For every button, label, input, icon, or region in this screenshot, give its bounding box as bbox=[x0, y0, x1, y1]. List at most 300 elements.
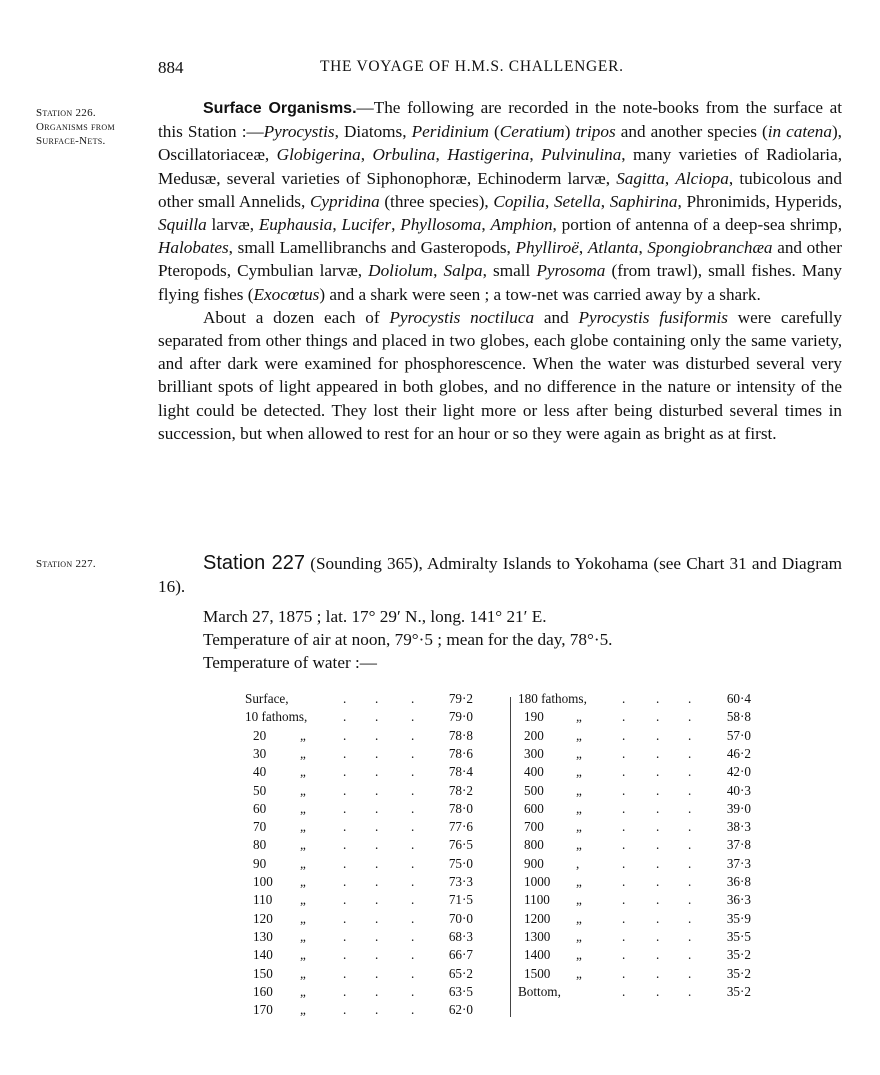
taxon-name: Phyllosoma bbox=[400, 215, 482, 235]
taxon-name: Peridinium bbox=[411, 122, 489, 142]
leader-dot: . bbox=[411, 874, 415, 889]
table-row bbox=[518, 873, 753, 891]
ditto-mark: „ bbox=[300, 892, 306, 908]
table-row bbox=[245, 763, 475, 781]
temperature-cell: 35·2 bbox=[726, 947, 751, 963]
temperature-cell: 79·2 bbox=[448, 691, 473, 706]
depth-cell: 200 bbox=[524, 727, 544, 743]
temperature-cell: 78·0 bbox=[448, 800, 473, 816]
leader-dot: . bbox=[411, 764, 415, 780]
table-row bbox=[245, 708, 475, 726]
text-run: , bbox=[391, 215, 401, 235]
depth-cell: 1400 bbox=[524, 947, 551, 963]
leader-dot: . bbox=[622, 709, 626, 725]
taxon-name: Salpa bbox=[443, 261, 483, 281]
water-temperature-label: Temperature of water :— bbox=[203, 653, 377, 673]
leader-dot: . bbox=[656, 874, 660, 889]
depth-cell: Bottom, bbox=[518, 983, 561, 999]
leader-dot: . bbox=[375, 874, 379, 889]
leader-dot: . bbox=[656, 764, 660, 780]
air-temperature-line: Temperature of air at noon, 79°·5 ; mean for the day, 78°·5. bbox=[203, 630, 613, 650]
table-row bbox=[518, 928, 753, 946]
depth-cell: 120 bbox=[253, 910, 273, 926]
depth-cell: 600 bbox=[524, 800, 544, 816]
table-row bbox=[518, 855, 753, 873]
station-heading bbox=[158, 552, 842, 598]
text-run: , many varieties of Radiolaria, Medusæ, several varieties of Siphonophoræ, Echinoderm larvæ, bbox=[158, 145, 843, 188]
temperature-cell: 42·0 bbox=[726, 764, 751, 780]
text-run: , tubicolous and other small Annelids, bbox=[158, 168, 842, 211]
ditto-mark: „ bbox=[300, 965, 306, 981]
leader-dot: . bbox=[688, 965, 692, 981]
depth-cell: 140 bbox=[253, 947, 273, 963]
text-run: , bbox=[433, 261, 444, 281]
table-row bbox=[245, 727, 475, 745]
depth-cell: 20 bbox=[253, 727, 267, 743]
leader-dot: . bbox=[375, 965, 379, 981]
depth-cell: 130 bbox=[253, 928, 273, 944]
depth-cell: 180 fathoms, bbox=[518, 691, 587, 706]
leader-dot: . bbox=[688, 892, 692, 908]
leader-dot: . bbox=[343, 965, 347, 981]
water-temp-table-left bbox=[245, 690, 475, 1030]
leader-dot: . bbox=[343, 855, 347, 871]
taxon-name: Saphirina bbox=[609, 191, 678, 211]
temperature-cell: 75·0 bbox=[448, 855, 473, 871]
table-row bbox=[245, 946, 475, 964]
leader-dot: . bbox=[375, 928, 379, 944]
temperature-cell: 78·6 bbox=[448, 745, 473, 761]
table-row bbox=[245, 855, 475, 873]
leader-dot: . bbox=[622, 782, 626, 798]
leader-dot: . bbox=[375, 947, 379, 963]
station-info bbox=[203, 605, 612, 675]
temperature-cell: 58·8 bbox=[726, 709, 751, 725]
station-title: Station 227 bbox=[203, 552, 306, 574]
leader-dot: . bbox=[375, 745, 379, 761]
taxon-name: Exocœtus bbox=[253, 284, 320, 304]
temperature-cell: 35·5 bbox=[726, 928, 751, 944]
taxon-name: Setella bbox=[553, 191, 601, 211]
text-run: were carefully separated from other things and placed in two globes, each globe containing only the same variety, and after dark were examined for phosphorescence. When the water was disturbed several very brilliant spots of light appeared in both globes, and no difference in the nature or intensity of the light could be detected. They lost their light more or less after being disturbed several times in succession, but when allowed to rest for an hour or so they were again as bright as at first. bbox=[158, 307, 842, 443]
ditto-mark: „ bbox=[576, 819, 582, 835]
leader-dot: . bbox=[343, 800, 347, 816]
taxon-name: Pyrocystis bbox=[263, 122, 335, 142]
table-row bbox=[518, 983, 753, 1001]
paragraph-surface-organisms bbox=[158, 96, 842, 306]
leader-dot: . bbox=[411, 709, 415, 725]
leader-dot: . bbox=[411, 819, 415, 835]
leader-dot: . bbox=[688, 874, 692, 889]
leader-dot: . bbox=[343, 709, 347, 725]
temperature-cell: 70·0 bbox=[448, 910, 473, 926]
ditto-mark: „ bbox=[300, 874, 306, 889]
leader-dot: . bbox=[656, 727, 660, 743]
ditto-mark: „ bbox=[300, 947, 306, 963]
leader-dot: . bbox=[375, 727, 379, 743]
leader-dot: . bbox=[622, 892, 626, 908]
depth-cell: 80 bbox=[253, 837, 267, 853]
table-row bbox=[518, 800, 753, 818]
taxon-name: Ceratium bbox=[499, 122, 565, 142]
leader-dot: . bbox=[375, 892, 379, 908]
leader-dot: . bbox=[688, 745, 692, 761]
taxon-name: Doliolum bbox=[368, 261, 434, 281]
taxon-name: Lucifer bbox=[341, 215, 392, 235]
paragraph-body bbox=[158, 308, 842, 443]
leader-dot: . bbox=[411, 983, 415, 999]
leader-dot: . bbox=[656, 745, 660, 761]
ditto-mark: „ bbox=[300, 745, 306, 761]
leader-dot: . bbox=[343, 691, 347, 706]
leader-dot: . bbox=[622, 947, 626, 963]
leader-dot: . bbox=[688, 983, 692, 999]
text-run: , Phronimids, Hyperids, bbox=[677, 191, 842, 211]
table-row bbox=[518, 891, 753, 909]
temperature-cell: 35·2 bbox=[726, 983, 751, 999]
taxon-name: Atlanta bbox=[587, 238, 639, 258]
text-run: larvæ, bbox=[206, 215, 259, 235]
table-row bbox=[245, 1001, 475, 1019]
text-run: ) and a shark were seen ; a tow-net was carried away by a shark. bbox=[319, 284, 761, 304]
table-row bbox=[245, 745, 475, 763]
ditto-mark: „ bbox=[300, 727, 306, 743]
taxon-name: Pyrocystis noctiluca bbox=[389, 307, 535, 327]
leader-dot: . bbox=[375, 764, 379, 780]
text-run: (three species), bbox=[379, 191, 494, 211]
table-row bbox=[518, 690, 753, 708]
depth-cell: 50 bbox=[253, 782, 267, 798]
leader-dot: . bbox=[343, 727, 347, 743]
leader-dot: . bbox=[375, 983, 379, 999]
temperature-cell: 68·3 bbox=[448, 928, 473, 944]
table-row bbox=[245, 782, 475, 800]
leader-dot: . bbox=[343, 928, 347, 944]
page-number: 884 bbox=[158, 58, 184, 77]
ditto-mark: „ bbox=[300, 910, 306, 926]
temperature-cell: 62·0 bbox=[448, 1002, 473, 1018]
text-run: ( bbox=[488, 122, 500, 142]
leader-dot: . bbox=[688, 910, 692, 926]
table-row bbox=[518, 965, 753, 983]
leader-dot: . bbox=[622, 837, 626, 853]
date-position-line: March 27, 1875 ; lat. 17° 29′ N., long. 141° 21′ E. bbox=[203, 607, 547, 626]
text-run: and other Pteropods, Cymbulian larvæ, bbox=[158, 238, 843, 281]
leader-dot: . bbox=[656, 965, 660, 981]
leader-dot: . bbox=[375, 800, 379, 816]
text-run: , bbox=[435, 145, 448, 165]
leader-dot: . bbox=[656, 782, 660, 798]
leader-dot: . bbox=[622, 800, 626, 816]
depth-cell: 400 bbox=[524, 764, 544, 780]
text-run: , bbox=[664, 168, 676, 188]
ditto-mark: „ bbox=[576, 910, 582, 926]
leader-dot: . bbox=[622, 691, 626, 706]
margin-note-line: Organisms from bbox=[36, 121, 115, 133]
leader-dot: . bbox=[411, 892, 415, 908]
table-row bbox=[518, 745, 753, 763]
depth-cell: 1100 bbox=[524, 892, 550, 908]
table-row bbox=[245, 910, 475, 928]
ditto-mark: „ bbox=[576, 928, 582, 944]
leader-dot: . bbox=[375, 691, 379, 706]
leader-dot: . bbox=[622, 819, 626, 835]
taxon-name: Phylliroë bbox=[515, 238, 579, 258]
temperature-cell: 78·8 bbox=[448, 727, 473, 743]
depth-cell: 900 bbox=[524, 855, 544, 871]
leader-dot: . bbox=[688, 837, 692, 853]
temperature-cell: 39·0 bbox=[726, 800, 751, 816]
table-row bbox=[245, 690, 475, 708]
taxon-name: Pyrocystis fusiformis bbox=[578, 307, 728, 327]
leader-dot: . bbox=[656, 892, 660, 908]
leader-dot: . bbox=[343, 983, 347, 999]
station-227-heading-block bbox=[158, 552, 842, 598]
leader-dot: . bbox=[622, 874, 626, 889]
text-run: ) bbox=[564, 122, 576, 142]
leader-dot: . bbox=[375, 709, 379, 725]
text-run: , bbox=[360, 145, 373, 165]
leader-dot: . bbox=[656, 855, 660, 871]
leader-dot: . bbox=[411, 691, 415, 706]
depth-cell: 10 fathoms, bbox=[245, 709, 308, 725]
temperature-cell: 36·3 bbox=[726, 892, 751, 908]
text-run: , Diatoms, bbox=[334, 122, 412, 142]
ditto-mark: „ bbox=[576, 764, 582, 780]
depth-cell: 500 bbox=[524, 782, 544, 798]
temperature-cell: 35·9 bbox=[726, 910, 751, 926]
ditto-mark: „ bbox=[300, 928, 306, 944]
ditto-mark: „ bbox=[576, 965, 582, 981]
ditto-mark: „ bbox=[576, 800, 582, 816]
leader-dot: . bbox=[656, 928, 660, 944]
leader-dot: . bbox=[411, 965, 415, 981]
leader-dot: . bbox=[622, 764, 626, 780]
margin-note-organisms bbox=[36, 106, 115, 148]
ditto-mark: „ bbox=[300, 837, 306, 853]
leader-dot: . bbox=[411, 745, 415, 761]
taxon-name: Spongiobranchæa bbox=[647, 238, 773, 258]
leader-dot: . bbox=[343, 837, 347, 853]
table-row bbox=[245, 928, 475, 946]
taxon-name: Orbulina bbox=[372, 145, 436, 165]
temperature-cell: 73·3 bbox=[448, 874, 473, 889]
depth-cell: 190 bbox=[524, 709, 544, 725]
leader-dot: . bbox=[656, 837, 660, 853]
paragraph-phosphorescence bbox=[158, 306, 842, 445]
ditto-mark: „ bbox=[300, 782, 306, 798]
text-run: , bbox=[638, 238, 648, 258]
table-row bbox=[245, 873, 475, 891]
temperature-cell: 38·3 bbox=[726, 819, 751, 835]
text-run: and another species ( bbox=[615, 122, 768, 142]
leader-dot: . bbox=[343, 892, 347, 908]
table-row bbox=[518, 763, 753, 781]
temperature-cell: 40·3 bbox=[726, 782, 751, 798]
leader-dot: . bbox=[656, 800, 660, 816]
table-row bbox=[518, 782, 753, 800]
table-row bbox=[245, 818, 475, 836]
text-run: , portion of antenna of a deep-sea shrimp, bbox=[552, 215, 843, 235]
leader-dot: . bbox=[688, 709, 692, 725]
leader-dot: . bbox=[375, 819, 379, 835]
leader-dot: . bbox=[411, 855, 415, 871]
leader-dot: . bbox=[688, 855, 692, 871]
leader-dot: . bbox=[411, 947, 415, 963]
leader-dot: . bbox=[375, 1002, 379, 1018]
surface-organisms-section bbox=[158, 96, 842, 445]
table-row bbox=[518, 836, 753, 854]
text-run: (from trawl), small fishes. Many flying fishes ( bbox=[158, 261, 843, 304]
leader-dot: . bbox=[343, 745, 347, 761]
table-row bbox=[245, 983, 475, 1001]
text-run: ), Oscillatoriaceæ, bbox=[158, 122, 842, 165]
depth-cell: 1500 bbox=[524, 965, 551, 981]
text-run: , bbox=[481, 215, 491, 235]
depth-cell: 1000 bbox=[524, 874, 551, 889]
leader-dot: . bbox=[411, 928, 415, 944]
taxon-name: Cypridina bbox=[309, 191, 380, 211]
leader-dot: . bbox=[411, 837, 415, 853]
temperature-cell: 36·8 bbox=[726, 874, 751, 889]
leader-dot: . bbox=[622, 965, 626, 981]
leader-dot: . bbox=[343, 764, 347, 780]
table-row bbox=[245, 836, 475, 854]
leader-dot: . bbox=[411, 910, 415, 926]
leader-dot: . bbox=[688, 800, 692, 816]
table-row bbox=[518, 818, 753, 836]
leader-dot: . bbox=[656, 947, 660, 963]
leader-dot: . bbox=[656, 819, 660, 835]
temperature-cell: 71·5 bbox=[448, 892, 473, 908]
table-row bbox=[518, 910, 753, 928]
depth-cell: 40 bbox=[253, 764, 267, 780]
leader-dot: . bbox=[688, 691, 692, 706]
depth-cell: 100 bbox=[253, 874, 273, 889]
leader-dot: . bbox=[343, 947, 347, 963]
ditto-mark: „ bbox=[300, 983, 306, 999]
temperature-cell: 76·5 bbox=[448, 837, 473, 853]
depth-cell: 110 bbox=[253, 892, 273, 908]
ditto-mark: „ bbox=[300, 819, 306, 835]
leader-dot: . bbox=[688, 947, 692, 963]
leader-dot: . bbox=[622, 745, 626, 761]
table-row bbox=[245, 891, 475, 909]
leader-dot: . bbox=[375, 837, 379, 853]
depth-cell: 1300 bbox=[524, 928, 551, 944]
running-header bbox=[0, 58, 880, 82]
depth-cell: 1200 bbox=[524, 910, 551, 926]
depth-cell: 70 bbox=[253, 819, 267, 835]
ditto-mark: „ bbox=[576, 782, 582, 798]
taxon-name: Hastigerina bbox=[447, 145, 530, 165]
ditto-mark: „ bbox=[576, 837, 582, 853]
leader-dot: . bbox=[622, 910, 626, 926]
taxon-name: Pulvinulina bbox=[541, 145, 622, 165]
temperature-cell: 35·2 bbox=[726, 965, 751, 981]
depth-cell: 170 bbox=[253, 1002, 273, 1018]
leader-dot: . bbox=[411, 800, 415, 816]
temperature-cell: 37·8 bbox=[726, 837, 751, 853]
taxon-name: Copilia bbox=[493, 191, 545, 211]
text-run: , bbox=[332, 215, 342, 235]
leader-dot: . bbox=[622, 727, 626, 743]
leader-dot: . bbox=[343, 782, 347, 798]
running-title: THE VOYAGE OF H.M.S. CHALLENGER. bbox=[320, 58, 624, 75]
table-row bbox=[518, 727, 753, 745]
depth-cell: 60 bbox=[253, 800, 267, 816]
margin-note-station227: Station 227. bbox=[36, 558, 96, 570]
leader-dot: . bbox=[622, 983, 626, 999]
water-temp-table-right bbox=[518, 690, 753, 1030]
leader-dot: . bbox=[656, 910, 660, 926]
depth-cell: 160 bbox=[253, 983, 273, 999]
leader-dot: . bbox=[411, 782, 415, 798]
temperature-cell: 77·6 bbox=[448, 819, 473, 835]
depth-cell: 300 bbox=[524, 745, 544, 761]
leader-dot: . bbox=[688, 727, 692, 743]
leader-dot: . bbox=[343, 910, 347, 926]
ditto-mark: „ bbox=[576, 745, 582, 761]
ditto-mark: „ bbox=[300, 800, 306, 816]
leader-dot: . bbox=[411, 727, 415, 743]
text-run: —The following are recorded in the note-books from the surface at this Station :— bbox=[158, 98, 843, 142]
temperature-cell: 63·5 bbox=[448, 983, 473, 999]
station-subtitle: (Sounding 365), Admiralty Islands to Yokohama (see Chart 31 and Diagram 16). bbox=[158, 554, 842, 597]
temperature-cell: 66·7 bbox=[448, 947, 473, 963]
leader-dot: . bbox=[343, 1002, 347, 1018]
taxon-name: in catena bbox=[767, 122, 832, 142]
leader-dot: . bbox=[656, 691, 660, 706]
leader-dot: . bbox=[688, 782, 692, 798]
temperature-cell: 46·2 bbox=[726, 745, 751, 761]
leader-dot: . bbox=[375, 910, 379, 926]
leader-dot: . bbox=[622, 855, 626, 871]
margin-note-line: Surface-Nets. bbox=[36, 135, 106, 147]
margin-note-line: Station 226. bbox=[36, 107, 96, 119]
taxon-name: Pyrosoma bbox=[536, 261, 606, 281]
temperature-cell: 57·0 bbox=[726, 727, 751, 743]
taxon-name: Alciopa bbox=[675, 168, 729, 188]
leader-dot: . bbox=[375, 782, 379, 798]
text-run: , bbox=[544, 191, 554, 211]
taxon-name: Squilla bbox=[158, 215, 207, 235]
section-lead: Surface Organisms. bbox=[203, 100, 357, 117]
taxon-name: Globigerina bbox=[276, 145, 361, 165]
ditto-mark: , bbox=[576, 855, 580, 871]
ditto-mark: „ bbox=[576, 727, 582, 743]
temperature-cell: 37·3 bbox=[726, 855, 751, 871]
table-row bbox=[245, 965, 475, 983]
ditto-mark: „ bbox=[576, 892, 582, 908]
ditto-mark: „ bbox=[300, 855, 306, 871]
text-run: and bbox=[534, 307, 579, 327]
table-row bbox=[518, 708, 753, 726]
table-column-divider bbox=[510, 697, 511, 1017]
text-run: , bbox=[600, 191, 610, 211]
leader-dot: . bbox=[622, 928, 626, 944]
ditto-mark: „ bbox=[576, 874, 582, 889]
taxon-name: tripos bbox=[575, 122, 616, 142]
ditto-mark: „ bbox=[300, 764, 306, 780]
taxon-name: Euphausia bbox=[258, 215, 333, 235]
text-run: About a dozen each of bbox=[203, 307, 390, 327]
table-row bbox=[518, 946, 753, 964]
ditto-mark: „ bbox=[576, 709, 582, 725]
depth-cell: 800 bbox=[524, 837, 544, 853]
ditto-mark: „ bbox=[576, 947, 582, 963]
depth-cell: Surface, bbox=[245, 691, 289, 706]
